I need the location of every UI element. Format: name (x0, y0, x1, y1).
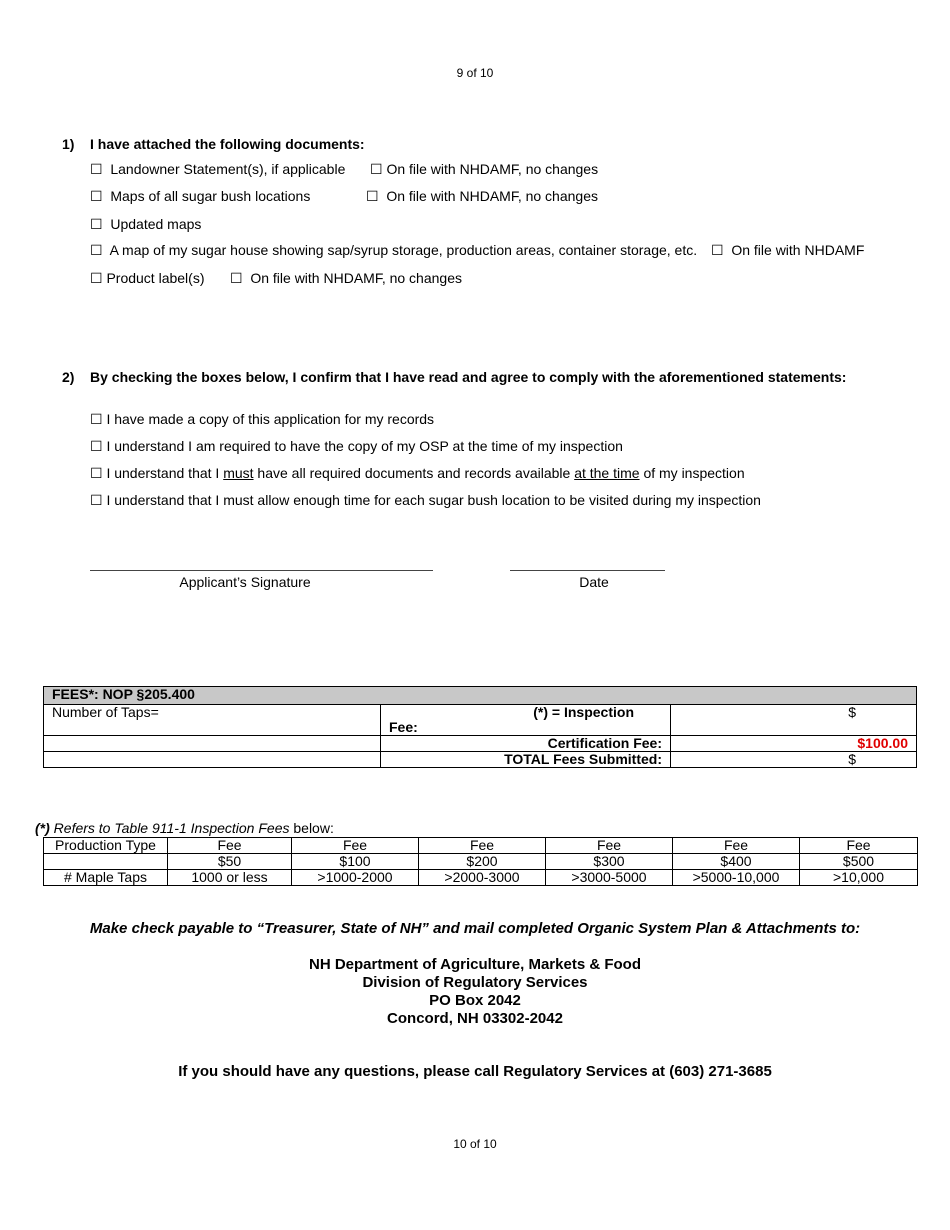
table-cell: $200 (419, 854, 546, 870)
item-label: Maps of all sugar bush locations (110, 188, 311, 204)
table-cell: $500 (800, 854, 918, 870)
checkbox-icon[interactable]: ☐ (90, 493, 103, 509)
table-row (44, 870, 918, 886)
item-label: Updated maps (110, 216, 202, 232)
date-line[interactable] (510, 570, 665, 571)
taps-cell[interactable] (44, 705, 381, 736)
table-cell: # Maple Taps (44, 870, 168, 886)
fees-header: FEES*: NOP §205.400 (44, 687, 917, 705)
table-cell: $100 (292, 854, 419, 870)
fees-table (43, 686, 917, 768)
table-cell: >2000-3000 (419, 870, 546, 886)
total-fees-value[interactable]: $ (671, 752, 917, 768)
empty-cell (44, 736, 381, 752)
checkbox-icon[interactable]: ☐ (90, 162, 103, 178)
list-item (230, 270, 462, 287)
item-label: I have made a copy of this application for my records (106, 411, 435, 427)
emphasis-must: must (223, 465, 254, 481)
table-cell: >10,000 (800, 870, 918, 886)
inspection-fee-label: (*) = Inspection (533, 704, 634, 720)
mailing-address (0, 956, 950, 1028)
checkbox-icon[interactable]: ☐ (90, 217, 103, 233)
item-label: Product label(s) (106, 270, 205, 286)
page-number-top: 9 of 10 (456, 66, 494, 80)
inspection-fee-value[interactable]: $ (671, 705, 917, 736)
inspection-table-note (35, 820, 334, 836)
item-alt-label: On file with NHDAMF, no changes (250, 270, 462, 286)
table-cell: Fee (800, 838, 918, 854)
list-item (90, 270, 205, 287)
taps-label: Number of Taps= (52, 704, 159, 720)
item-alt-label: On file with NHDAMF (731, 242, 865, 258)
checkbox-icon[interactable]: ☐ (90, 271, 103, 287)
table-cell: >5000-10,000 (673, 870, 800, 886)
table-cell: Production Type (44, 838, 168, 854)
section1-number: 1) (62, 136, 75, 152)
item-label: Landowner Statement(s), if applicable (110, 161, 346, 177)
table-cell: Fee (168, 838, 292, 854)
table-cell: Fee (292, 838, 419, 854)
checkbox-icon[interactable]: ☐ (90, 439, 103, 455)
table-cell: 1000 or less (168, 870, 292, 886)
item-alt-label: On file with NHDAMF, no changes (386, 161, 599, 177)
certification-fee-label: Certification Fee: (381, 736, 671, 752)
note-text: Refers to Table 911-1 Inspection Fees (49, 820, 290, 836)
table-cell: $300 (546, 854, 673, 870)
list-item (366, 188, 598, 205)
table-cell: Fee (673, 838, 800, 854)
table-row (44, 838, 918, 854)
item-label: I understand I am required to have the copy of my OSP at the time of my inspection (106, 438, 623, 454)
checkbox-icon[interactable]: ☐ (90, 466, 103, 482)
list-item (90, 411, 434, 428)
inspection-fee-label-cell (381, 705, 671, 736)
section2-number: 2) (62, 369, 75, 385)
checkbox-icon[interactable]: ☐ (90, 243, 103, 259)
checkbox-icon[interactable]: ☐ (90, 189, 103, 205)
list-item (90, 188, 310, 205)
table-cell: Fee (546, 838, 673, 854)
checkbox-icon[interactable]: ☐ (366, 189, 379, 205)
table-row (44, 854, 918, 870)
item-label: A map of my sugar house showing sap/syrup storage, production areas, container storage, etc. (109, 242, 698, 258)
address-line: Concord, NH 03302-2042 (387, 1010, 563, 1027)
table-cell: >3000-5000 (546, 870, 673, 886)
checkbox-icon[interactable]: ☐ (370, 162, 383, 178)
table-cell: Fee (419, 838, 546, 854)
checkbox-icon[interactable]: ☐ (711, 243, 724, 259)
address-line: Division of Regulatory Services (362, 974, 588, 991)
checkbox-icon[interactable]: ☐ (90, 412, 103, 428)
item-label-part: of my inspection (639, 465, 745, 481)
list-item (90, 216, 201, 233)
note-marker: (*) (35, 820, 50, 836)
inspection-fees-table (43, 837, 918, 886)
inspection-fee-label-2: Fee: (389, 719, 418, 735)
list-item (711, 242, 864, 259)
table-cell: $50 (168, 854, 292, 870)
questions-contact: If you should have any questions, please call Regulatory Services at (603) 271-3685 (178, 1063, 772, 1080)
section1-heading: I have attached the following documents: (90, 136, 365, 152)
item-label-part: have all required documents and records available (253, 465, 575, 481)
list-item (90, 465, 745, 482)
empty-cell (44, 752, 381, 768)
table-cell: $400 (673, 854, 800, 870)
certification-fee-value: $100.00 (671, 736, 917, 752)
page-number-bottom: 10 of 10 (453, 1137, 497, 1151)
emphasis-at-the-time: at the time (574, 465, 640, 481)
address-line: NH Department of Agriculture, Markets & Food (309, 956, 641, 973)
table-cell: >1000-2000 (292, 870, 419, 886)
list-item (90, 492, 761, 509)
item-label: I understand that I must allow enough time for each sugar bush location to be visited during my inspection (106, 492, 761, 508)
signature-line[interactable] (90, 570, 433, 571)
list-item (90, 161, 345, 178)
note-suffix: below: (289, 820, 334, 836)
item-alt-label: On file with NHDAMF, no changes (386, 188, 598, 204)
date-label: Date (579, 574, 609, 590)
address-line: PO Box 2042 (429, 992, 521, 1009)
item-label-part: I understand that I (106, 465, 224, 481)
checkbox-icon[interactable]: ☐ (230, 271, 243, 287)
total-fees-label: TOTAL Fees Submitted: (381, 752, 671, 768)
section2-heading: By checking the boxes below, I confirm that I have read and agree to comply with the aforementioned statements: (90, 369, 847, 385)
list-item (370, 161, 598, 178)
applicant-signature-label: Applicant’s Signature (179, 574, 311, 590)
list-item (90, 438, 623, 455)
list-item (90, 242, 697, 259)
table-cell (44, 854, 168, 870)
mail-instruction: Make check payable to “Treasurer, State of NH” and mail completed Organic System Plan & Attachments to: (89, 920, 861, 937)
